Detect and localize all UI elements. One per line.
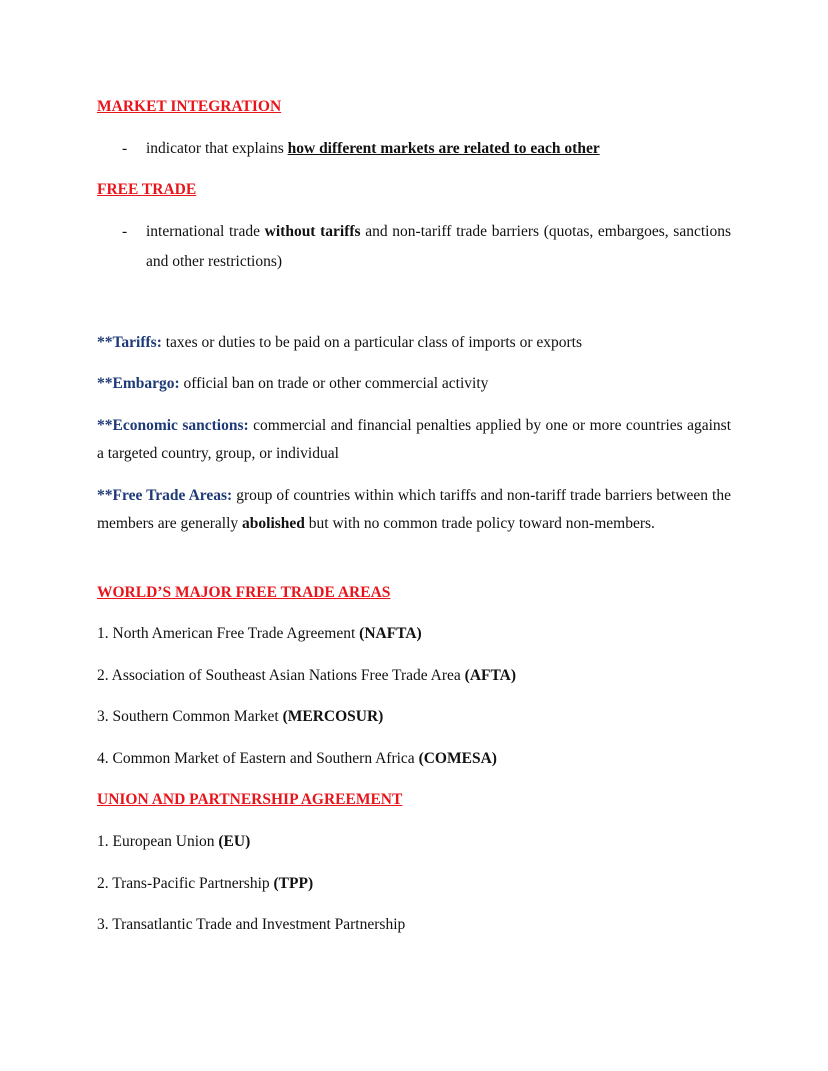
item-text: 3. Transatlantic Trade and Investment Partnership	[97, 916, 406, 933]
term: **Embargo:	[97, 375, 180, 392]
text: and non-tariff trade barriers (quotas, embargoes, sanctions and other restrictions)	[146, 223, 731, 270]
list-item	[122, 217, 731, 277]
item-text: 4. Common Market of Eastern and Southern Africa	[97, 750, 419, 767]
bullet-dash: -	[122, 223, 128, 240]
list-item	[97, 620, 731, 648]
list-item	[97, 703, 731, 731]
list-item	[97, 662, 731, 690]
definition-embargo	[97, 370, 731, 398]
emphasis: how different markets are related to each other	[287, 140, 600, 157]
item-abbr: (MERCOSUR)	[282, 708, 384, 725]
definition-text: taxes or duties to be paid on a particular class of imports or exports	[161, 334, 582, 351]
definition-fta	[97, 482, 731, 537]
term: **Economic sanctions:	[97, 417, 249, 434]
item-text: 1. European Union	[97, 833, 219, 850]
definition-text: commercial and financial penalties applied by one or more countries against a targeted country, group, or individual	[97, 417, 732, 462]
heading-fta: WORLD’S MAJOR FREE TRADE AREAS	[97, 584, 391, 601]
item-abbr: (EU)	[218, 833, 251, 850]
item-text: 3. Southern Common Market	[97, 708, 283, 725]
heading-union: UNION AND PARTNERSHIP AGREEMENT	[97, 791, 403, 808]
definition-sanctions	[97, 412, 731, 468]
item-abbr: (NAFTA)	[359, 625, 422, 642]
heading-free-trade: FREE TRADE	[97, 181, 197, 198]
item-abbr: (AFTA)	[464, 667, 517, 684]
definition-tariffs	[97, 329, 731, 357]
item-text: 2. Association of Southeast Asian Nations Free Trade Area	[97, 667, 465, 684]
bullet-dash: -	[122, 140, 128, 157]
term: **Free Trade Areas:	[97, 487, 233, 504]
item-text: 1. North American Free Trade Agreement	[97, 625, 360, 642]
item-text: 2. Trans-Pacific Partnership	[97, 875, 274, 892]
list-item	[97, 745, 731, 773]
list-item	[97, 828, 731, 856]
list-item	[97, 870, 731, 898]
emphasis: abolished	[242, 514, 305, 532]
list-item	[97, 911, 731, 939]
definition-text: but with no common trade policy toward non-members.	[304, 514, 655, 532]
list-item	[122, 135, 731, 163]
item-abbr: (COMESA)	[418, 750, 497, 767]
text: indicator that explains	[146, 140, 288, 157]
definition-text: official ban on trade or other commercial activity	[179, 375, 489, 392]
item-abbr: (TPP)	[273, 875, 314, 892]
heading-market-integration: MARKET INTEGRATION	[97, 98, 282, 115]
text: international trade	[146, 223, 265, 240]
definition-text: group of countries within which tariffs and non-tariff trade barriers between the members are generally	[97, 487, 731, 532]
emphasis: without tariffs	[264, 223, 361, 240]
term: **Tariffs:	[97, 334, 162, 351]
